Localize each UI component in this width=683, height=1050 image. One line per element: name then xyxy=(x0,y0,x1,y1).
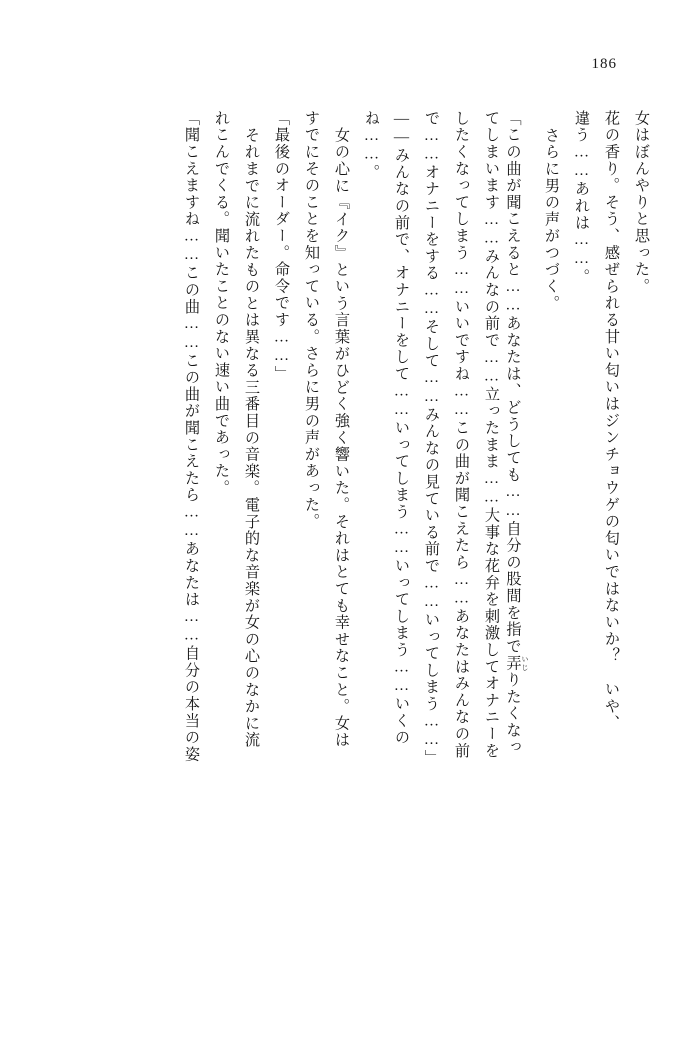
text-column: さらに男の声がつづく。 xyxy=(543,127,560,312)
text-column: 女はぼんやりと思った。 xyxy=(633,110,650,295)
text-column: 女の心に『イク』という言葉がひどく強く響いた。それはとても幸せなこと。女は xyxy=(333,127,350,749)
text-column: 花の香り。そう、感ぜられる甘い匂いはジンチョウゲの匂いではないか？ いや、 xyxy=(603,110,620,732)
text-column: で……オナニーをする……そして……みんなの見ている前で……いってしまう……」 xyxy=(423,110,440,767)
text-column: 違う……あれは……。 xyxy=(573,110,590,286)
text-column: すでにそのことを知っている。さらに男の声があった。 xyxy=(303,110,320,530)
text-column: れこんでくる。聞いたことのない速い曲であった。 xyxy=(213,110,230,497)
text-column: 「最後のオーダー。命令です……」 xyxy=(273,110,290,383)
text-column: 「聞こえますね……この曲……この曲が聞こえたら……あなたは……自分の本当の姿 xyxy=(183,110,200,763)
text-column: したくなってしまう……いいですね……この曲が聞こえたら……あなたはみんなの前 xyxy=(453,110,470,760)
text-column: 「この曲が聞こえると……あなたは、どうしても……自分の股間を指で弄 いじりたくなっ xyxy=(504,110,529,756)
text-column: てしまいます……みんなの前で……立ったまま……大事な花弁を刺激してオナニーを xyxy=(483,110,500,760)
text-column: ——みんなの前で、オナニーをして……いってしまう……いってしまう……いくの xyxy=(393,110,410,746)
text-column: ね……。 xyxy=(363,110,380,181)
vertical-text-body xyxy=(34,110,649,998)
page-number: 186 xyxy=(591,56,617,72)
text-column: それまでに流れたものとは異なる三番目の音楽。電子的な音楽が女の心のなかに流 xyxy=(243,127,260,749)
ruby-annotation: 弄 いじ xyxy=(504,654,529,672)
